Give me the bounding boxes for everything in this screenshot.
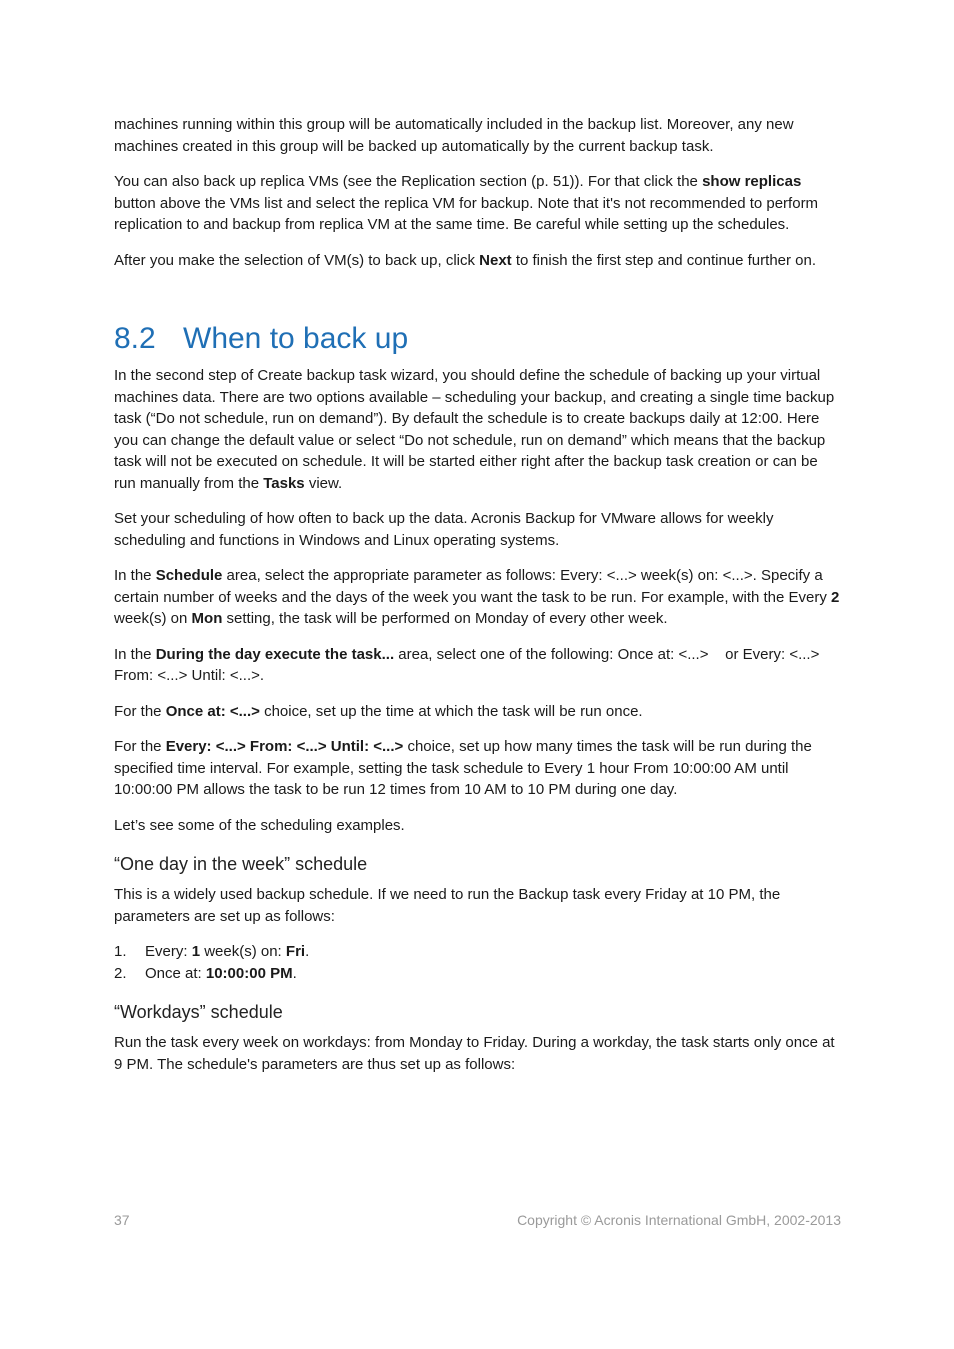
- show-replicas-label: show replicas: [702, 173, 802, 190]
- subheading-one-day: “One day in the week” schedule: [114, 854, 368, 874]
- paragraph-section-1: In the second step of Create backup task wizard, you should define the schedule of backing up your virtual machines data. There are two options available – scheduling your backup, and creating a single time backup task (“Do not schedule, run on demand”). By default the schedule is to create backups daily at 12:00. Here you can change the default value or select “Do not schedule, run on demand” which means that the backup task will not be executed on schedule. It will be started either right after the backup task creation or can be run manually from the Tasks view.: [114, 367, 835, 492]
- paragraph-section-2: Set your scheduling of how often to back up the data. Acronis Backup for VMware allows for weekly scheduling and functions in Windows and Linux operating systems.: [114, 510, 774, 549]
- next-label: Next: [479, 251, 512, 269]
- document-body: [114, 114, 842, 1089]
- section-number: 8.2: [114, 322, 156, 355]
- paragraph-section-5: For the Once at: <...> choice, set up the time at which the task will be run once.: [114, 702, 643, 720]
- paragraph-intro-1: machines running within this group will be automatically included in the backup list. Moreover, any new machines created in this group will be backed up automatically by the current backup task.: [114, 116, 794, 155]
- paragraph-intro-3: After you make the selection of VM(s) to back up, click Next to finish the first step and continue further on.: [114, 251, 817, 269]
- paragraph-sub2: Run the task every week on workdays: from Monday to Friday. During a workday, the task starts only once at 9 PM. The schedule's parameters are thus set up as follows:: [114, 1034, 835, 1073]
- schedule-list-one-day: [114, 941, 842, 984]
- subheading-workdays: “Workdays” schedule: [114, 1002, 283, 1022]
- page-footer: [114, 1212, 841, 1228]
- paragraph-intro-2: You can also back up replica VMs (see the Replication section (p. 51)). For that click the show replicas button above the VMs list and select the replica VM for backup. Note that it's not recommended to perform replication to and backup from replica VM at the same time. Be careful while setting up the schedules.: [114, 173, 819, 233]
- list-item: 1. Every: 1 week(s) on: Fri.: [114, 943, 310, 960]
- tasks-label: Tasks: [263, 474, 305, 492]
- section-heading: [114, 319, 842, 359]
- page-number: 37: [114, 1212, 130, 1228]
- list-item: 2. Once at: 10:00:00 PM.: [114, 964, 297, 982]
- section-title: When to back up: [183, 322, 409, 355]
- paragraph-section-4: In the During the day execute the task... area, select one of the following: Once at: <...> or Every: <...> From: <...> Until: <...>.: [114, 645, 824, 684]
- copyright-notice: Copyright © Acronis International GmbH, 2002-2013: [517, 1212, 841, 1228]
- paragraph-sub1: This is a widely used backup schedule. If we need to run the Backup task every Friday at 10 PM, the parameters are set up as follows:: [114, 886, 781, 925]
- paragraph-section-6: For the Every: <...> From: <...> Until: <...> choice, set up how many times the task will be run during the specified time interval. For example, setting the task schedule to Every 1 hour From 10:00:00 AM until 10:00:00 PM allows the task to be run 12 times from 10 AM to 10 PM during one day.: [114, 738, 812, 798]
- paragraph-section-7: Let’s see some of the scheduling examples.: [114, 816, 405, 834]
- paragraph-section-3: In the Schedule area, select the appropriate parameter as follows: Every: <...> week(s) on: <...>. Specify a certain number of weeks and the days of the week you want the task to be run. For example, with the Every 2 week(s) on Mon setting, the task will be performed on Monday of every other week.: [114, 567, 840, 627]
